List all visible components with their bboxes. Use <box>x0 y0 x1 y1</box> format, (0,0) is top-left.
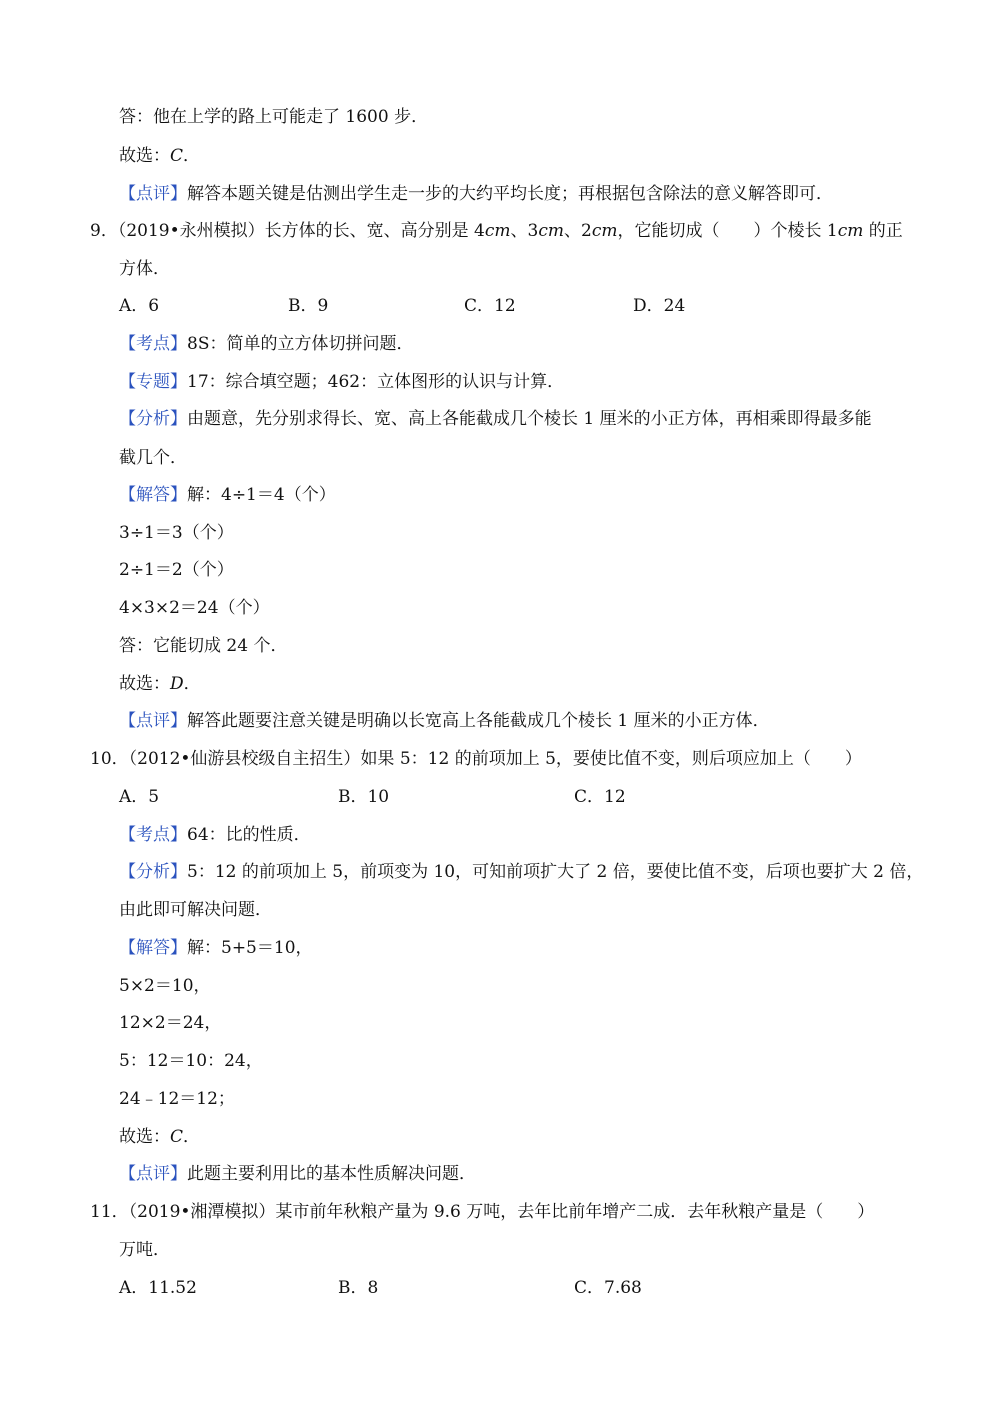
q9-option-b: B．9 <box>288 296 329 316</box>
q9-fenxi-line2: 截几个． <box>119 448 187 468</box>
q9-stem: 9．（2019•永州模拟）长方体的长、宽、高分别是 4cm、3cm、2cm，它能切成（ ）个棱长 1cm 的正 <box>90 221 903 241</box>
q9-review: 【点评】解答此题要注意关键是明确以长宽高上各能截成几个棱长 1 厘米的小正方体． <box>119 711 770 731</box>
q10-option-c: C．12 <box>574 787 626 807</box>
q10-step-4: 24﹣12＝12； <box>119 1089 235 1109</box>
q11-stem-line2: 万吨． <box>119 1240 170 1260</box>
q10-option-b: B．10 <box>338 787 390 807</box>
q9-step-3: 4×3×2＝24（个） <box>119 598 270 618</box>
prev-choose: 故选：C． <box>119 146 201 166</box>
q10-kaodian: 【考点】64：比的性质． <box>119 825 311 845</box>
q11-stem: 11．（2019•湘潭模拟）某市前年秋粮产量为 9.6 万吨，去年比前年增产二成．去年秋粮产量是（ ） <box>90 1202 875 1222</box>
q9-choose: 故选：D． <box>119 674 201 694</box>
q10-step-2: 12×2＝24， <box>119 1013 222 1033</box>
q10-jieda: 【解答】解：5+5＝10， <box>119 938 313 958</box>
q9-kaodian: 【考点】8S：简单的立方体切拼问题． <box>119 334 414 354</box>
q9-fenxi: 【分析】由题意，先分别求得长、宽、高上各能截成几个棱长 1 厘米的小正方体，再相乘即得最多能 <box>119 409 872 429</box>
q10-stem: 10．（2012•仙游县校级自主招生）如果 5：12 的前项加上 5，要使比值不变，则后项应加上（ ） <box>90 749 862 769</box>
q10-choose: 故选：C． <box>119 1127 201 1147</box>
q9-stem-line2: 方体． <box>119 259 170 279</box>
q9-option-a: A．6 <box>119 296 160 316</box>
q10-fenxi-line2: 由此即可解决问题． <box>119 900 272 920</box>
q9-jieda: 【解答】解：4÷1＝4（个） <box>119 485 336 505</box>
q11-option-b: B．8 <box>338 1278 379 1298</box>
q10-step-3: 5：12＝10：24， <box>119 1051 263 1071</box>
q9-option-c: C．12 <box>464 296 516 316</box>
q11-option-c: C．7.68 <box>574 1278 642 1298</box>
q9-zhuanti: 【专题】17：综合填空题；462：立体图形的认识与计算． <box>119 372 565 392</box>
q9-option-d: D．24 <box>633 296 686 316</box>
q9-answer: 答：它能切成 24 个． <box>119 636 288 656</box>
q10-review: 【点评】此题主要利用比的基本性质解决问题． <box>119 1164 476 1184</box>
q9-step-1: 3÷1＝3（个） <box>119 523 234 543</box>
q9-step-2: 2÷1＝2（个） <box>119 560 234 580</box>
prev-review: 【点评】解答本题关键是估测出学生走一步的大约平均长度；再根据包含除法的意义解答即可． <box>119 184 833 204</box>
q10-step-1: 5×2＝10， <box>119 976 211 996</box>
q10-option-a: A．5 <box>119 787 160 807</box>
q10-fenxi: 【分析】5：12 的前项加上 5，前项变为 10，可知前项扩大了 2 倍，要使比值不变，后项也要扩大 2 倍， <box>119 862 924 882</box>
prev-answer: 答：他在上学的路上可能走了 1600 步． <box>119 107 429 127</box>
review-tag: 【点评】 <box>119 184 187 204</box>
q11-option-a: A．11.52 <box>119 1278 197 1298</box>
